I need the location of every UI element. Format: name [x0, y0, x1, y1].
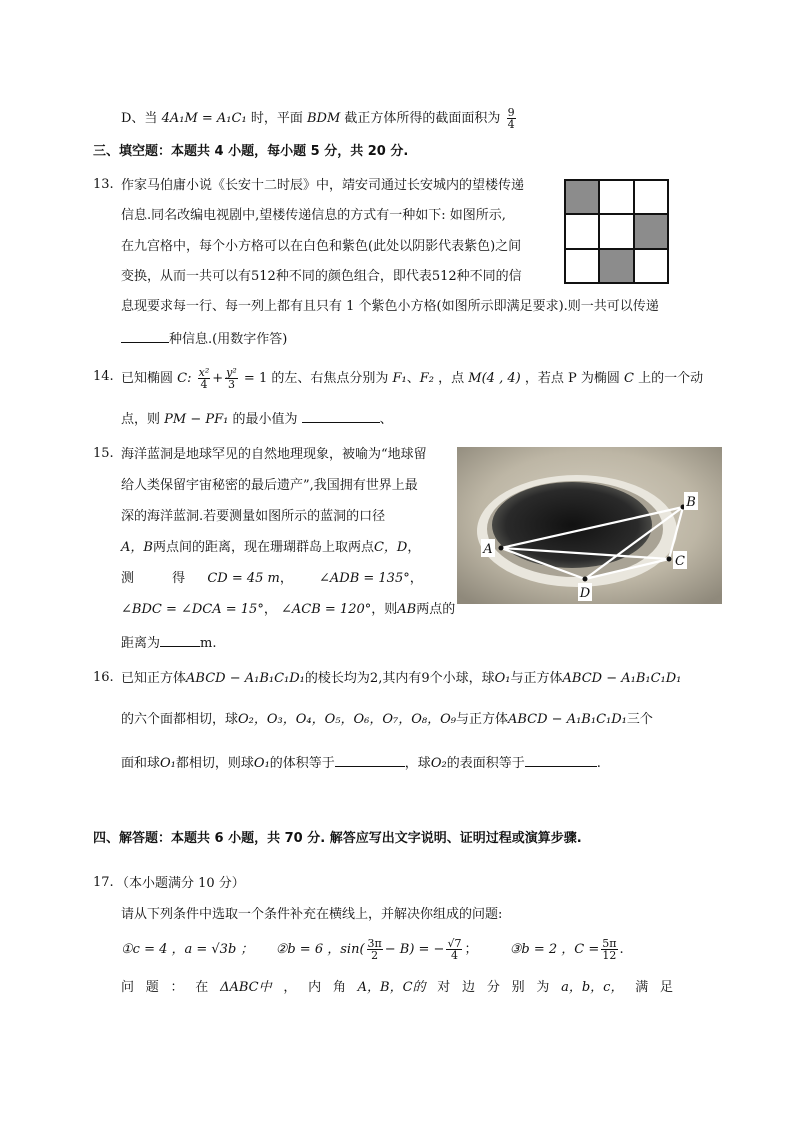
- q15-l4b: 两点间的距离，现在珊瑚群岛上取两点: [152, 540, 374, 555]
- q15-ab: A，B: [121, 540, 153, 555]
- q16-edge: 2: [369, 671, 379, 686]
- q15-answer-blank: [160, 633, 200, 647]
- q16-l2a: 的六个面都相切，球: [121, 712, 239, 727]
- q16-l3e: 的表面积等于: [446, 756, 525, 771]
- q14-y2: y²: [226, 366, 237, 379]
- q16-l3c: 的体积等于: [269, 756, 335, 771]
- q16-l3f: .: [596, 756, 601, 771]
- q17-problem-token: 分: [486, 980, 500, 995]
- q15-ab-seg: AB: [397, 602, 417, 617]
- blue-hole-photo: [457, 447, 722, 604]
- q15-l6b: ，: [263, 602, 277, 617]
- q14-point-m: M(4 , 4): [468, 371, 521, 386]
- grid-cell-white: [565, 249, 599, 283]
- q17-cond-2b: − B) = −: [384, 942, 445, 957]
- grid-cell-white: [599, 180, 633, 214]
- q16-cube-3: ABCD − A₁B₁C₁D₁: [508, 712, 627, 727]
- q17-cond-2c: ；: [464, 942, 478, 957]
- q17-c3n: 5π: [602, 937, 617, 950]
- q14-l2a: 点，则: [121, 412, 161, 427]
- grid-cell-white: [565, 214, 599, 248]
- q15-angles-bdc-dca: ∠BDC = ∠DCA = 15°: [121, 602, 264, 617]
- q15-cd: C，D: [373, 540, 408, 555]
- q16-o1-b: O₁: [160, 756, 176, 771]
- q15-line-2: 给人类保留宇宙秘密的最后遗产”,我国拥有世界上最: [121, 478, 418, 493]
- q17-c2n: 3π: [367, 937, 382, 950]
- q15-angle-acb: ∠ACB = 120°: [280, 602, 372, 617]
- grid-cell-purple: [634, 214, 668, 248]
- q16-l1a: 已知正方体: [121, 671, 187, 686]
- q16-nine: 9: [421, 671, 430, 686]
- q14-frac-y: [225, 367, 238, 390]
- q17-title: （本小题满分 10 分）: [116, 876, 245, 891]
- label-c: C: [675, 554, 685, 569]
- q12d-fraction: [507, 107, 516, 130]
- q14-text-c: ，点: [438, 371, 465, 386]
- q13-last: 种信息.(用数字作答): [169, 332, 288, 347]
- q15-line-6: [121, 601, 455, 619]
- q14-ellipse-c: C:: [177, 371, 192, 386]
- q16-spheres: O₂，O₃，O₄，O₅，O₆，O₇，O₈，O₉: [238, 712, 456, 727]
- section-3-heading: 三、填空题：本题共 4 小题，每小题 5 分，共 20 分.: [93, 144, 409, 159]
- q13-number: 13.: [93, 177, 114, 192]
- q13-line-5: 息现要求每一行、每一列上都有且只有 1 个紫色小方格(如图所示即满足要求).则一共可以传递: [121, 299, 659, 314]
- q15-unit: m.: [200, 636, 217, 651]
- point-d: [583, 577, 588, 582]
- q14-text-d: ，若点 P 为椭圆: [524, 371, 620, 386]
- q15-line-1: 海洋蓝洞是地球罕见的自然地理现象，被喻为“地球留: [121, 447, 427, 462]
- q14-number: 14.: [93, 369, 114, 384]
- q17-frac-5pi-12: [601, 938, 617, 961]
- q12d-condition: 4A₁M = A₁C₁: [161, 111, 247, 126]
- q14-answer-blank: [302, 409, 380, 423]
- q17-problem-token: A，B，C的: [357, 980, 426, 995]
- q13-line-4: 变换，从而一共可以有512种不同的颜色组合，即代表512种不同的信: [121, 269, 522, 284]
- grid-cell-purple: [565, 180, 599, 214]
- q17-cond-2a: ②b = 6 ，sin(: [275, 942, 365, 957]
- q14-line-2: [121, 409, 393, 429]
- q17-problem-token: 问: [121, 980, 135, 995]
- q17-frac-sqrt7-4: [446, 938, 462, 961]
- q17-problem-token: ΔABC中: [220, 980, 272, 995]
- q16-l1c: ,其内有: [378, 671, 422, 686]
- q12d-suffix: 截正方体所得的截面面积为: [344, 111, 501, 126]
- q14-l2c: 、: [379, 412, 393, 427]
- q14-line-1: 已知椭圆 C: $\frac{\text{x²}}{4}$ + $\frac{\text{y²}}{3}$ = 1 的左、右焦点分别为 F₁、F₂ ，点 M(4 , 4) ，若点 P 为椭圆 C 上的一个动: [121, 366, 704, 391]
- q13-line-6: [121, 329, 287, 349]
- q17-problem-token: ：: [170, 980, 184, 995]
- q16-line-2: [121, 711, 653, 729]
- blue-hole: [492, 482, 652, 568]
- q12d-plane: BDM: [306, 111, 341, 126]
- q17-problem-token: 题: [145, 980, 159, 995]
- q17-frac-3pi-2: [367, 938, 383, 961]
- q14-c: C: [624, 371, 634, 386]
- q14-l2b: 的最小值为: [232, 412, 298, 427]
- q16-blank-2: [525, 753, 597, 767]
- q15-l7a: 距离为: [121, 636, 161, 651]
- q16-blank-1: [335, 753, 405, 767]
- label-d: D: [579, 586, 591, 601]
- q17-c2n2: √7: [447, 937, 462, 950]
- q17-conditions: [121, 938, 624, 961]
- q15-l5a: 测: [121, 571, 135, 586]
- q14-f1: F₁: [392, 371, 407, 386]
- grid-cell-white: [599, 214, 633, 248]
- q14-sep: 、: [406, 371, 420, 386]
- q17-problem-token: 为: [536, 980, 550, 995]
- q15-l6d: ，则: [371, 602, 398, 617]
- q13-answer-blank: [121, 329, 169, 343]
- q14-eq: = 1: [243, 371, 268, 386]
- q17-problem-token: 足: [659, 980, 673, 995]
- nine-grid-figure: [564, 179, 669, 284]
- q16-line-3: [121, 753, 601, 773]
- q14-four: 4: [200, 378, 208, 391]
- grid-cell-purple: [599, 249, 633, 283]
- q14-text-e: 上的一个动: [638, 371, 704, 386]
- q16-l3b: 都相切，则球: [175, 756, 254, 771]
- q17-c2d2: 4: [450, 949, 458, 962]
- q14-text-a: 已知椭圆: [121, 371, 174, 386]
- q17-problem-token: 别: [511, 980, 525, 995]
- q17-intro: 请从下列条件中选取一个条件补充在横线上，并解决你组成的问题:: [121, 907, 503, 922]
- q15-number: 15.: [93, 446, 114, 461]
- q16-l1e: 与正方体: [510, 671, 563, 686]
- q15-l5d: ，: [279, 571, 293, 586]
- q17-number: 17.: [93, 875, 114, 890]
- q15-line-7: [121, 633, 216, 653]
- q13-line-2: 信息.同名改编电视剧中,望楼传递信息的方式有一种如下: 如图所示,: [121, 208, 506, 223]
- grid-cell-white: [634, 180, 668, 214]
- q15-line-4: [121, 539, 420, 557]
- label-b: B: [686, 495, 696, 510]
- q13-line-1: 作家马伯庸小说《长安十二时辰》中，靖安司通过长安城内的望楼传递: [121, 178, 525, 193]
- q17-problem-token: 在: [195, 980, 209, 995]
- q14-x2: x²: [198, 366, 210, 379]
- q16-l1b: 的棱长均为: [304, 671, 370, 686]
- q12-option-d: [121, 107, 518, 130]
- q12d-prefix: D、当: [121, 111, 158, 126]
- q16-l3d: ，球: [404, 756, 431, 771]
- q16-cube-1: ABCD − A₁B₁C₁D₁: [186, 671, 305, 686]
- q17-problem-token: a，b，c，: [561, 980, 624, 995]
- q17-c2d: 2: [371, 949, 379, 962]
- q15-l5f: ，: [409, 571, 423, 586]
- q16-number: 16.: [93, 670, 114, 685]
- q12d-frac-den: 4: [507, 118, 515, 131]
- q14-expr: PM − PF₁: [164, 412, 229, 427]
- q14-frac-x: [198, 367, 211, 390]
- q15-l5b: 得: [172, 571, 186, 586]
- q16-o1: O₁: [494, 671, 511, 686]
- q17-cond-3a: ③b = 2 ，C =: [509, 942, 600, 957]
- q12d-frac-num: 9: [507, 106, 515, 119]
- point-a: [499, 546, 504, 551]
- q13-line-3: 在九宫格中，每个小方格可以在白色和紫色(此处以阴影代表紫色)之间: [121, 239, 522, 254]
- q15-l6f: 两点的: [416, 602, 456, 617]
- q16-l1d: 个小球，球: [429, 671, 495, 686]
- q16-l2c: 三个: [626, 712, 653, 727]
- q17-problem-token: 满: [635, 980, 649, 995]
- q15-angle-adb: ∠ADB = 135°: [319, 571, 410, 586]
- section-4-heading: 四、解答题：本题共 6 小题，共 70 分. 解答应写出文字说明、证明过程或演算步骤.: [93, 831, 582, 846]
- q17-problem-token: ，: [283, 980, 297, 995]
- q17-problem-token: 边: [462, 980, 476, 995]
- q16-line-1: [121, 670, 681, 688]
- q15-cd-length: CD = 45 m: [207, 571, 280, 586]
- q17-cond-3b: .: [619, 942, 624, 957]
- q16-l3a: 面和球: [121, 756, 161, 771]
- q14-text-b: 的左、右焦点分别为: [271, 371, 389, 386]
- q17-c3d: 12: [602, 949, 617, 962]
- label-a: A: [483, 542, 493, 557]
- q16-cube-2: ABCD − A₁B₁C₁D₁: [562, 671, 682, 686]
- q16-o1-c: O₁: [253, 756, 270, 771]
- q15-line-5: [121, 570, 423, 588]
- q16-l2b: 与正方体: [455, 712, 508, 727]
- grid-cell-white: [634, 249, 668, 283]
- q14-f2: F₂: [419, 371, 434, 386]
- q17-problem-line: [121, 979, 673, 997]
- q15-l4d: ，: [407, 540, 421, 555]
- q17-problem-token: 内: [308, 980, 322, 995]
- q12d-mid: 时，平面: [250, 111, 303, 126]
- point-c: [667, 557, 672, 562]
- q16-o2: O₂: [430, 756, 447, 771]
- q17-problem-token: 对: [437, 980, 451, 995]
- q14-three: 3: [227, 378, 235, 391]
- q17-problem-token: 角: [332, 980, 346, 995]
- q17-cond-1: ①c = 4 ，a = √3b ；: [121, 942, 254, 957]
- q15-line-3: 深的海洋蓝洞.若要测量如图所示的蓝洞的口径: [121, 509, 386, 524]
